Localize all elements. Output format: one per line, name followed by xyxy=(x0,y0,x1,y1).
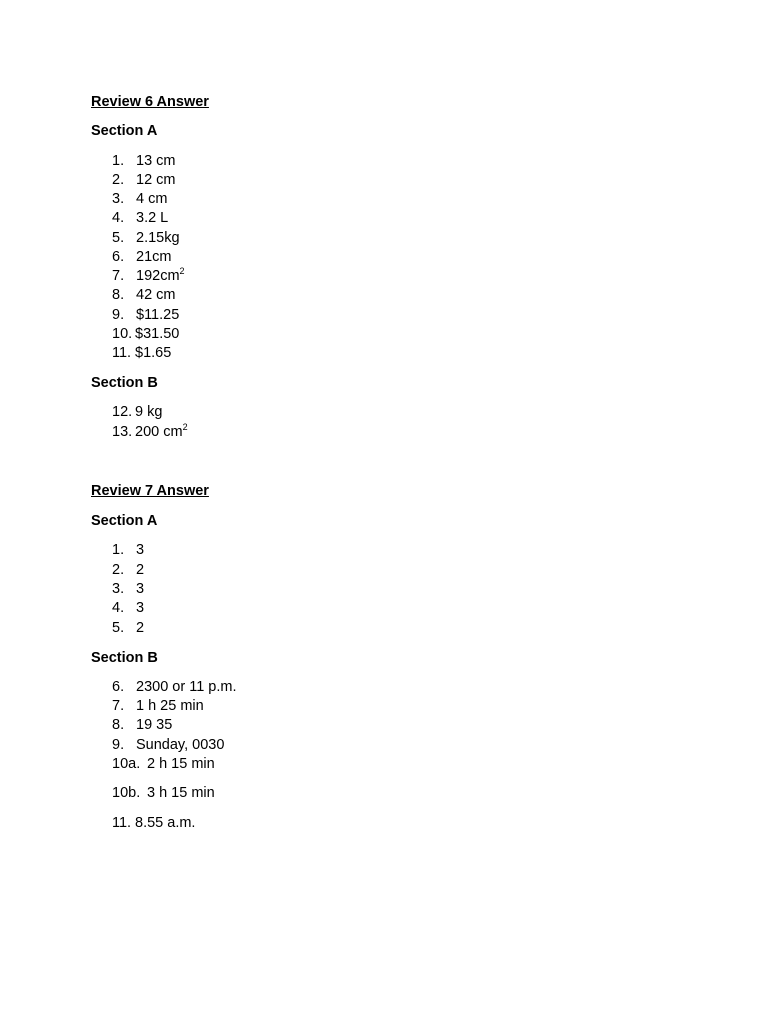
item-answer: 4 cm xyxy=(136,191,168,207)
item-answer: 2.15kg xyxy=(136,230,180,246)
superscript: 2 xyxy=(179,266,185,276)
item-number: 11. xyxy=(112,815,132,831)
item-answer-with-superscript xyxy=(136,267,185,285)
review-6-heading: Review 6 Answer xyxy=(91,94,209,110)
item-answer: 192cm xyxy=(136,268,180,284)
item-answer: $31.50 xyxy=(135,326,180,342)
item-number: 5. xyxy=(112,230,125,246)
item-number: 12. xyxy=(112,404,133,420)
item-answer: 2 xyxy=(136,562,145,578)
review-7-heading: Review 7 Answer xyxy=(91,483,209,499)
item-number: 8. xyxy=(112,287,125,303)
item-number: 8. xyxy=(112,717,125,733)
item-answer: 3 xyxy=(136,600,145,616)
item-answer: 12 cm xyxy=(136,172,176,188)
item-number: 3. xyxy=(112,191,125,207)
item-number: 2. xyxy=(112,172,125,188)
item-answer: 3 xyxy=(136,542,145,558)
item-number: 4. xyxy=(112,210,125,226)
item-number: 10a. xyxy=(112,756,141,772)
item-answer: 3.2 L xyxy=(136,210,169,226)
item-answer: Sunday, 0030 xyxy=(136,737,225,753)
item-number: 3. xyxy=(112,581,125,597)
item-number: 4. xyxy=(112,600,125,616)
item-number: 10b. xyxy=(112,785,141,801)
superscript: 2 xyxy=(182,422,188,432)
item-answer: $1.65 xyxy=(135,345,172,361)
item-answer: 3 xyxy=(136,581,145,597)
item-answer: 2 xyxy=(136,620,145,636)
item-number: 9. xyxy=(112,737,125,753)
item-number: 10. xyxy=(112,326,133,342)
item-answer: 3 h 15 min xyxy=(147,785,215,801)
item-answer: 9 kg xyxy=(135,404,163,420)
item-number: 11. xyxy=(112,345,132,361)
item-number: 6. xyxy=(112,249,125,265)
review-7-section-a-heading: Section A xyxy=(91,513,158,529)
item-number: 6. xyxy=(112,679,125,695)
item-number: 2. xyxy=(112,562,125,578)
item-answer: 19 35 xyxy=(136,717,173,733)
item-number: 1. xyxy=(112,153,125,169)
review-6-section-b-heading: Section B xyxy=(91,375,158,391)
review-6-section-a-heading: Section A xyxy=(91,123,158,139)
item-answer: 2 h 15 min xyxy=(147,756,215,772)
item-answer: 13 cm xyxy=(136,153,176,169)
item-number: 5. xyxy=(112,620,125,636)
item-number: 13. xyxy=(112,424,133,440)
item-answer: 21cm xyxy=(136,249,172,265)
item-answer: 1 h 25 min xyxy=(136,698,204,714)
item-number: 1. xyxy=(112,542,125,558)
item-answer: 200 cm xyxy=(135,424,183,440)
item-number: 9. xyxy=(112,307,125,323)
item-answer: $11.25 xyxy=(136,307,180,323)
item-answer: 8.55 a.m. xyxy=(135,815,196,831)
item-answer: 42 cm xyxy=(136,287,176,303)
item-number: 7. xyxy=(112,268,125,284)
review-7-section-b-heading: Section B xyxy=(91,650,158,666)
item-number: 7. xyxy=(112,698,125,714)
item-answer: 2300 or 11 p.m. xyxy=(136,679,237,695)
item-answer-with-superscript xyxy=(135,423,188,441)
